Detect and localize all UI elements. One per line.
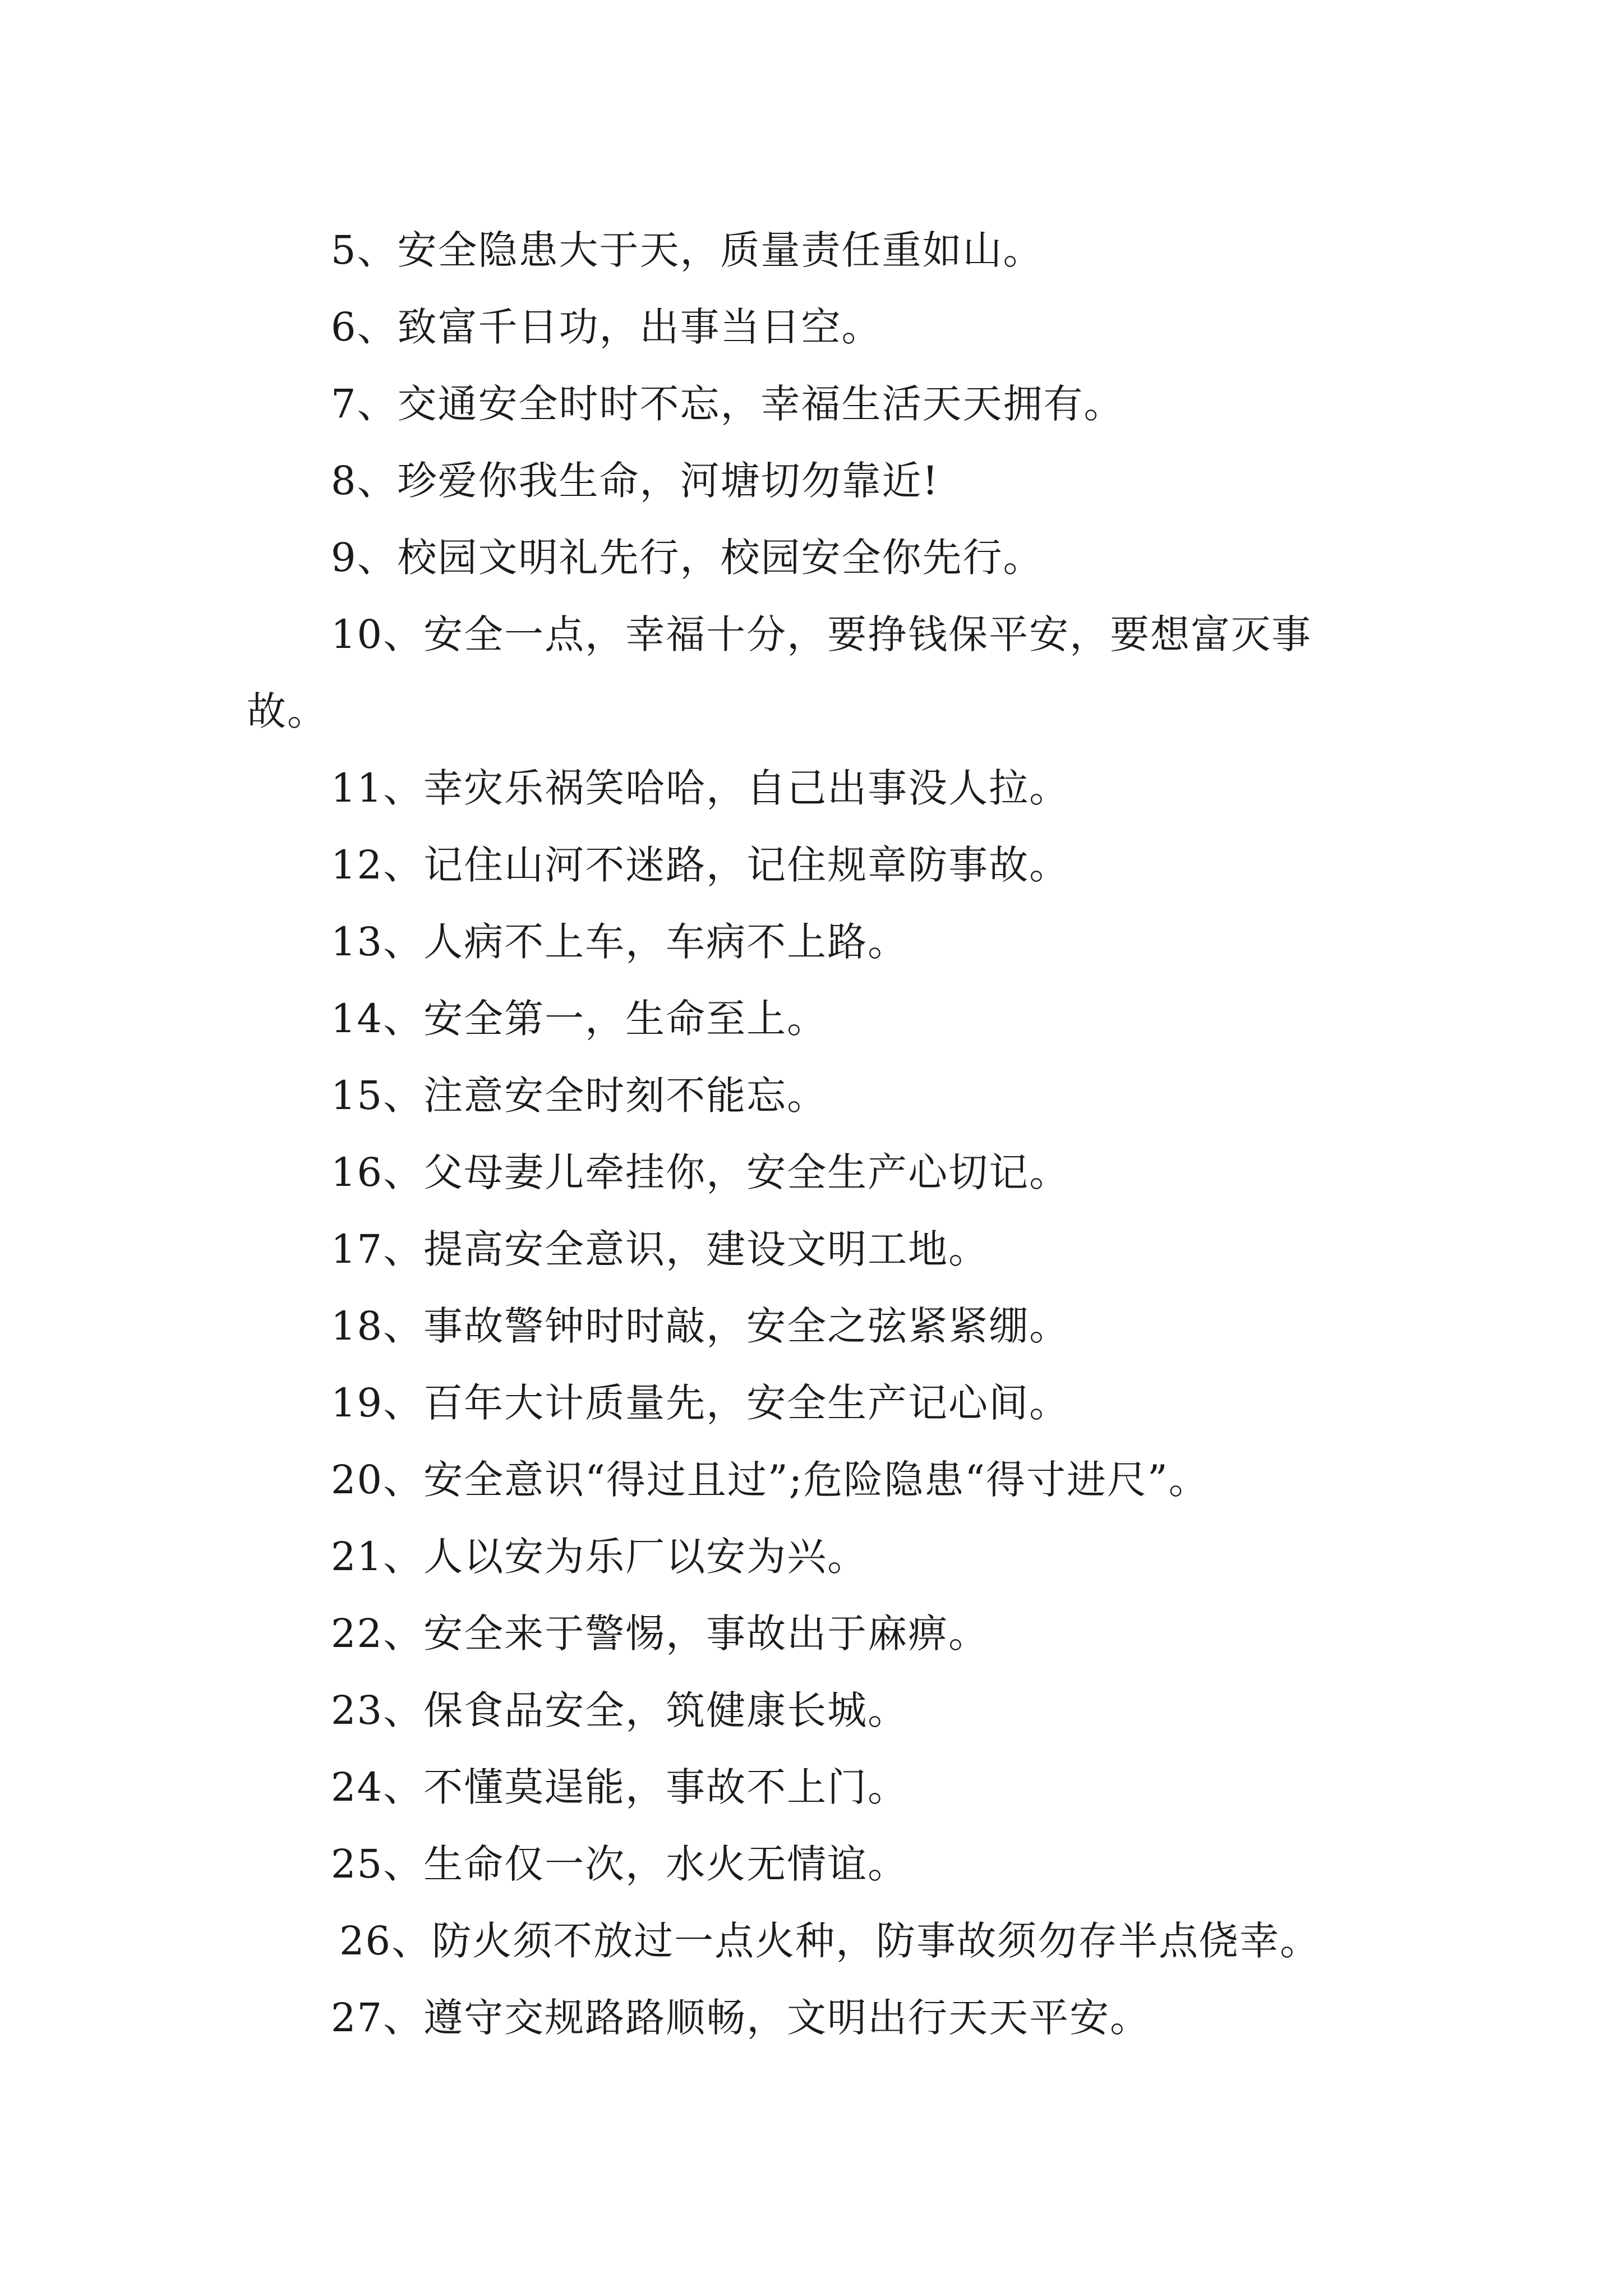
slogan-line: 22、安全来于警惕，事故出于麻痹。	[331, 1611, 989, 1657]
slogan-line: 25、生命仅一次，水火无情谊。	[331, 1841, 909, 1887]
slogan-line: 27、遵守交规路路顺畅，文明出行天天平安。	[331, 1995, 1151, 2041]
slogan-line: 12、记住山河不迷路，记住规章防事故。	[331, 842, 1070, 888]
slogan-line: 6、致富千日功，出事当日空。	[331, 304, 882, 350]
slogan-line: 17、提高安全意识，建设文明工地。	[331, 1226, 989, 1272]
slogan-line: 10、安全一点，幸福十分，要挣钱保平安，要想富灭事	[331, 611, 1312, 657]
slogan-line: 7、交通安全时时不忘，幸福生活天天拥有。	[331, 381, 1124, 427]
slogan-line: 8、珍爱你我生命，河塘切勿靠近!	[331, 458, 939, 504]
slogan-line: 13、人病不上车，车病不上路。	[331, 919, 909, 965]
slogan-line: 18、事故警钟时时敲，安全之弦紧紧绷。	[331, 1303, 1070, 1349]
slogan-line: 15、注意安全时刻不能忘。	[331, 1073, 828, 1119]
slogan-line: 9、校园文明礼先行，校园安全你先行。	[331, 535, 1044, 581]
slogan-line: 23、保食品安全，筑健康长城。	[331, 1687, 909, 1733]
slogan-line: 20、安全意识“得过且过”;危险隐患“得寸进尺”。	[331, 1457, 1209, 1503]
slogan-line: 19、百年大计质量先，安全生产记心间。	[331, 1380, 1070, 1426]
slogan-line: 21、人以安为乐厂以安为兴。	[331, 1534, 868, 1580]
slogan-list	[247, 212, 1413, 2056]
slogan-line: 14、安全第一，生命至上。	[331, 996, 828, 1042]
slogan-line-continuation: 故。	[247, 688, 328, 734]
slogan-line: 16、父母妻儿牵挂你，安全生产心切记。	[331, 1149, 1070, 1195]
slogan-line: 5、安全隐患大于天，质量责任重如山。	[331, 227, 1044, 273]
slogan-line: 24、不懂莫逞能，事故不上门。	[331, 1764, 909, 1810]
slogan-line: 11、幸灾乐祸笑哈哈，自己出事没人拉。	[331, 765, 1070, 811]
slogan-line: 26、防火须不放过一点火种，防事故须勿存半点侥幸。	[339, 1918, 1321, 1964]
